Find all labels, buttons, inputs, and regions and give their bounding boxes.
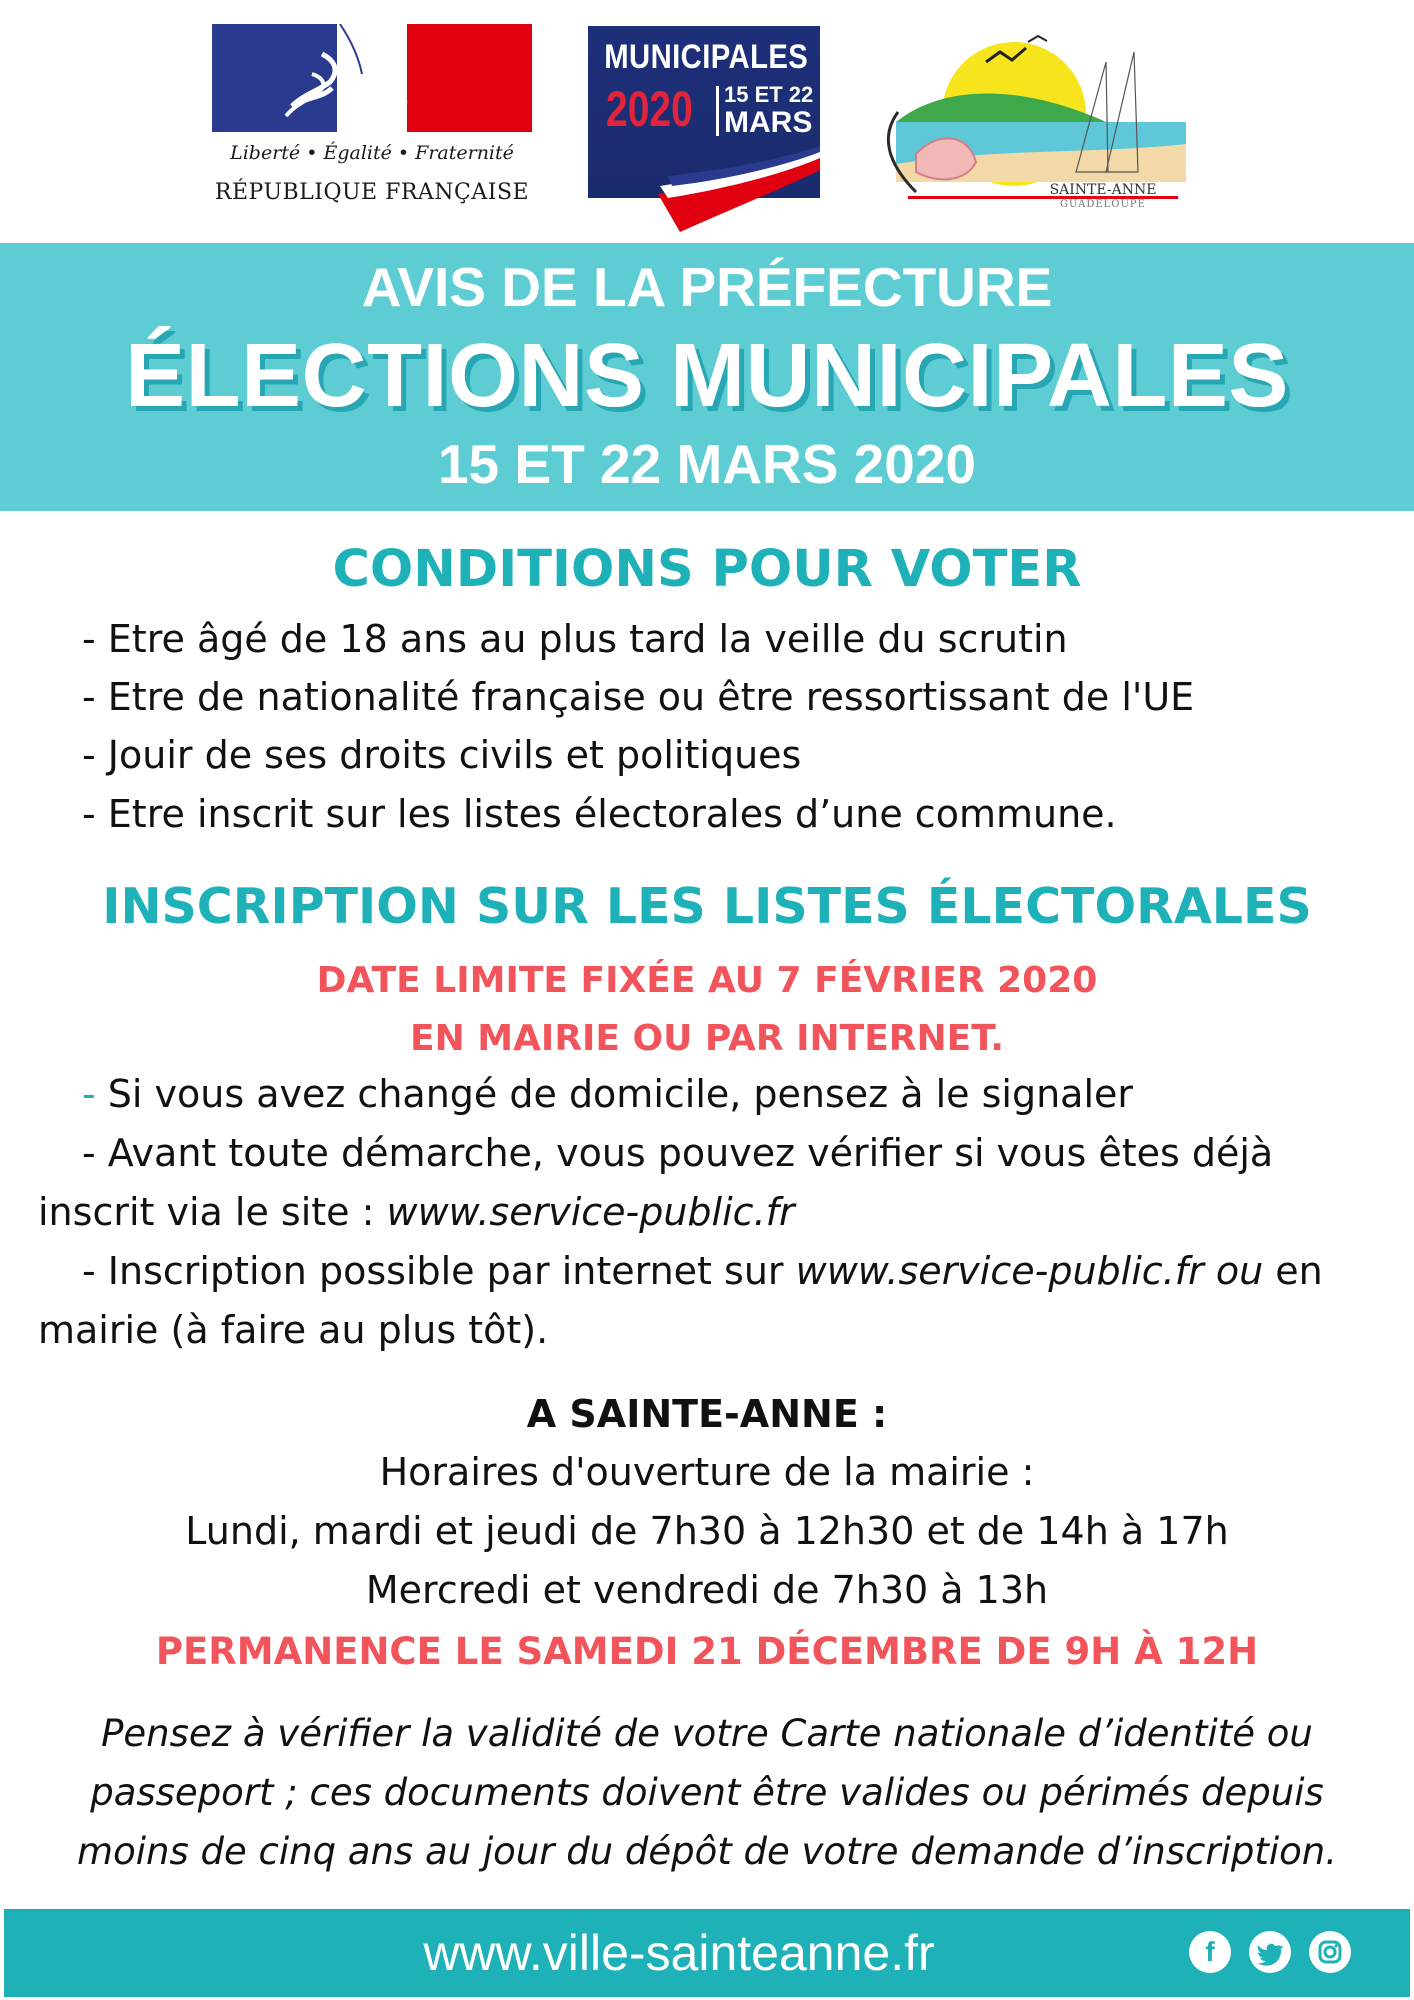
header-title: ÉLECTIONS MUNICIPALES [125,326,1289,426]
inscription-item-text: Si vous avez changé de domicile, pensez à le signaler [95,1072,1133,1116]
municipales-word: MUNICIPALES [604,38,809,76]
deadline-method: EN MAIRIE OU PAR INTERNET. [409,1018,1005,1059]
inscription-item-verifier-cont [38,1190,795,1234]
municipales-dates: 15 ET 22 [724,82,814,107]
hours-label: Horaires d'ouverture de la mairie : [379,1450,1035,1494]
tricolor-ribbon-icon [588,146,820,232]
sainte-anne-title: A SAINTE-ANNE : [526,1392,888,1436]
twitter-bird-icon [1249,1931,1291,1973]
facebook-icon[interactable] [1189,1931,1231,1973]
inscription-item-internet-cont: mairie (à faire au plus tôt). [38,1308,549,1352]
marianne-emblem [212,24,532,132]
id-validity-note: moins de cinq ans au jour du dépôt de votre demande d’inscription. [77,1830,1337,1873]
service-public-link[interactable]: www.service-public.fr ou [795,1249,1264,1293]
conditions-title: CONDITIONS POUR VOTER [332,540,1082,599]
condition-item: - Etre de nationalité française ou être ressortissant de l'UE [82,675,1195,719]
header-dates: 15 ET 22 MARS 2020 [437,433,977,495]
municipales-separator [716,86,719,136]
inscription-item-verifier: - Avant toute démarche, vous pouvez vérifier si vous êtes déjà [82,1131,1274,1175]
footer-bar [4,1909,1410,1997]
facebook-glyph: f [1205,1936,1215,1967]
inscription-item-domicile [82,1072,1133,1116]
hours-weekdays: Lundi, mardi et jeudi de 7h30 à 12h30 et de 14h à 17h [185,1509,1229,1553]
website-link[interactable]: www.ville-sainteanne.fr [423,1925,935,1981]
header-avis-prefecture: AVIS DE LA PRÉFECTURE [361,256,1053,318]
hours-wed-fri: Mercredi et vendredi de 7h30 à 13h [365,1568,1049,1612]
condition-item: - Jouir de ses droits civils et politiques [82,733,802,777]
sainte-anne-region: GUADELOUPE [1060,199,1146,210]
teal-dash: - [82,1072,96,1116]
republique-name: RÉPUBLIQUE FRANÇAISE [214,180,530,205]
sainte-anne-name: SAINTE-ANNE [1049,182,1157,198]
republique-francaise-logo [212,24,532,214]
municipales-month: MARS [724,106,813,139]
deadline-line: DATE LIMITE FIXÉE AU 7 FÉVRIER 2020 [316,960,1098,1001]
inscription-item-text: en [1263,1249,1323,1293]
municipales-year: 2020 [606,81,693,137]
permanence-notice: PERMANENCE LE SAMEDI 21 DÉCEMBRE DE 9H À 12H [155,1630,1259,1673]
instagram-icon[interactable] [1309,1931,1351,1973]
inscription-title: INSCRIPTION SUR LES LISTES ÉLECTORALES [102,878,1312,935]
republique-motto: Liberté • Égalité • Fraternité [230,142,514,164]
id-validity-note: Pensez à vérifier la validité de votre Carte nationale d’identité ou [101,1712,1313,1755]
service-public-link[interactable]: www.service-public.fr [386,1190,795,1234]
id-validity-note: passeport ; ces documents doivent être valides ou périmés depuis [90,1771,1324,1814]
condition-item: - Etre âgé de 18 ans au plus tard la veille du scrutin [82,617,1068,661]
header-banner [0,243,1414,511]
condition-item: - Etre inscrit sur les listes électorales d’une commune. [82,792,1117,836]
inscription-item-text: inscrit via le site : [38,1190,387,1234]
inscription-item-text: - Inscription possible par internet sur [82,1249,796,1293]
instagram-camera-icon [1309,1931,1351,1973]
twitter-icon[interactable] [1249,1931,1291,1973]
inscription-item-internet [82,1249,1323,1293]
sainte-anne-logo [876,22,1206,222]
municipales-2020-logo [588,26,820,232]
